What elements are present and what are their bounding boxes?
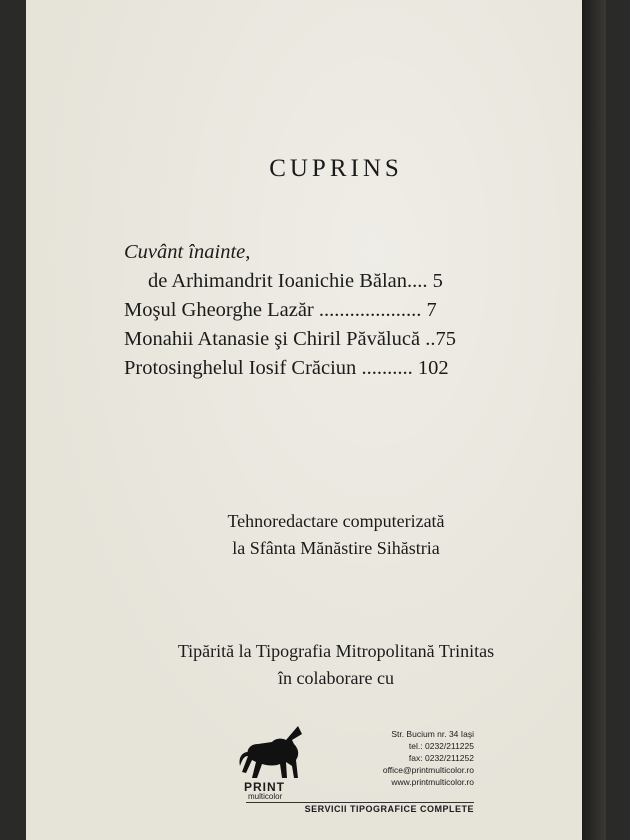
printer-services: SERVICII TIPOGRAFICE COMPLETE [246, 802, 474, 814]
typesetting-credit [26, 508, 606, 562]
toc-entry-title: de Arhimandrit Ioanichie Bălan [148, 270, 408, 292]
toc-entry-suffix: , [245, 241, 251, 263]
table-of-contents [124, 238, 544, 383]
toc-entry-protosinghelul [124, 354, 544, 383]
toc-entry-title: Moşul Gheorghe Lazăr [124, 299, 314, 321]
toc-page-number: 75 [435, 328, 456, 350]
page-title: CUPRINS [269, 155, 403, 182]
printer-email: office@printmulticolor.ro [382, 765, 474, 775]
toc-page-number: 7 [426, 299, 437, 321]
toc-entry-title: Protosinghelul Iosif Crăciun [124, 357, 357, 379]
toc-page-number: 102 [417, 357, 449, 379]
page-edge-shadow [582, 0, 606, 840]
toc-entry-mosul-gheorghe [124, 296, 544, 325]
typesetting-line-2: la Sfânta Mănăstire Sihăstria [232, 538, 440, 558]
printer-logo [236, 722, 476, 814]
toc-page-number: 5 [432, 270, 443, 292]
toc-entry-monahii [124, 325, 544, 354]
printer-logo-subname: multicolor [248, 792, 283, 801]
printing-credit [26, 638, 606, 692]
toc-entry-title: Cuvânt înainte [124, 241, 246, 263]
toc-entry-foreword-author [124, 267, 544, 296]
printer-web: www.printmulticolor.ro [391, 777, 474, 787]
printing-line-1: Tipărită la Tipografia Mitropolitană Trinitas [177, 641, 495, 661]
printer-tel: tel.: 0232/211225 [408, 741, 474, 751]
printer-fax: fax: 0232/211252 [408, 753, 474, 763]
toc-leader: .... [407, 270, 428, 292]
typesetting-line-1: Tehnoredactare computerizată [227, 511, 445, 531]
toc-entry-title: Monahii Atanasie şi Chiril Păvălucă [124, 328, 421, 350]
printer-contact [324, 728, 474, 788]
toc-entry-foreword [124, 238, 544, 267]
unicorn-icon [236, 722, 316, 784]
toc-leader: .................... [318, 299, 422, 321]
printing-line-2: în colaborare cu [278, 668, 394, 688]
book-page [26, 0, 606, 840]
printer-address: Str. Bucium nr. 34 Iaşi [391, 729, 474, 739]
toc-leader: .......... [361, 357, 413, 379]
toc-leader: .. [425, 328, 436, 350]
printer-logo-name: PRINT [244, 780, 285, 794]
